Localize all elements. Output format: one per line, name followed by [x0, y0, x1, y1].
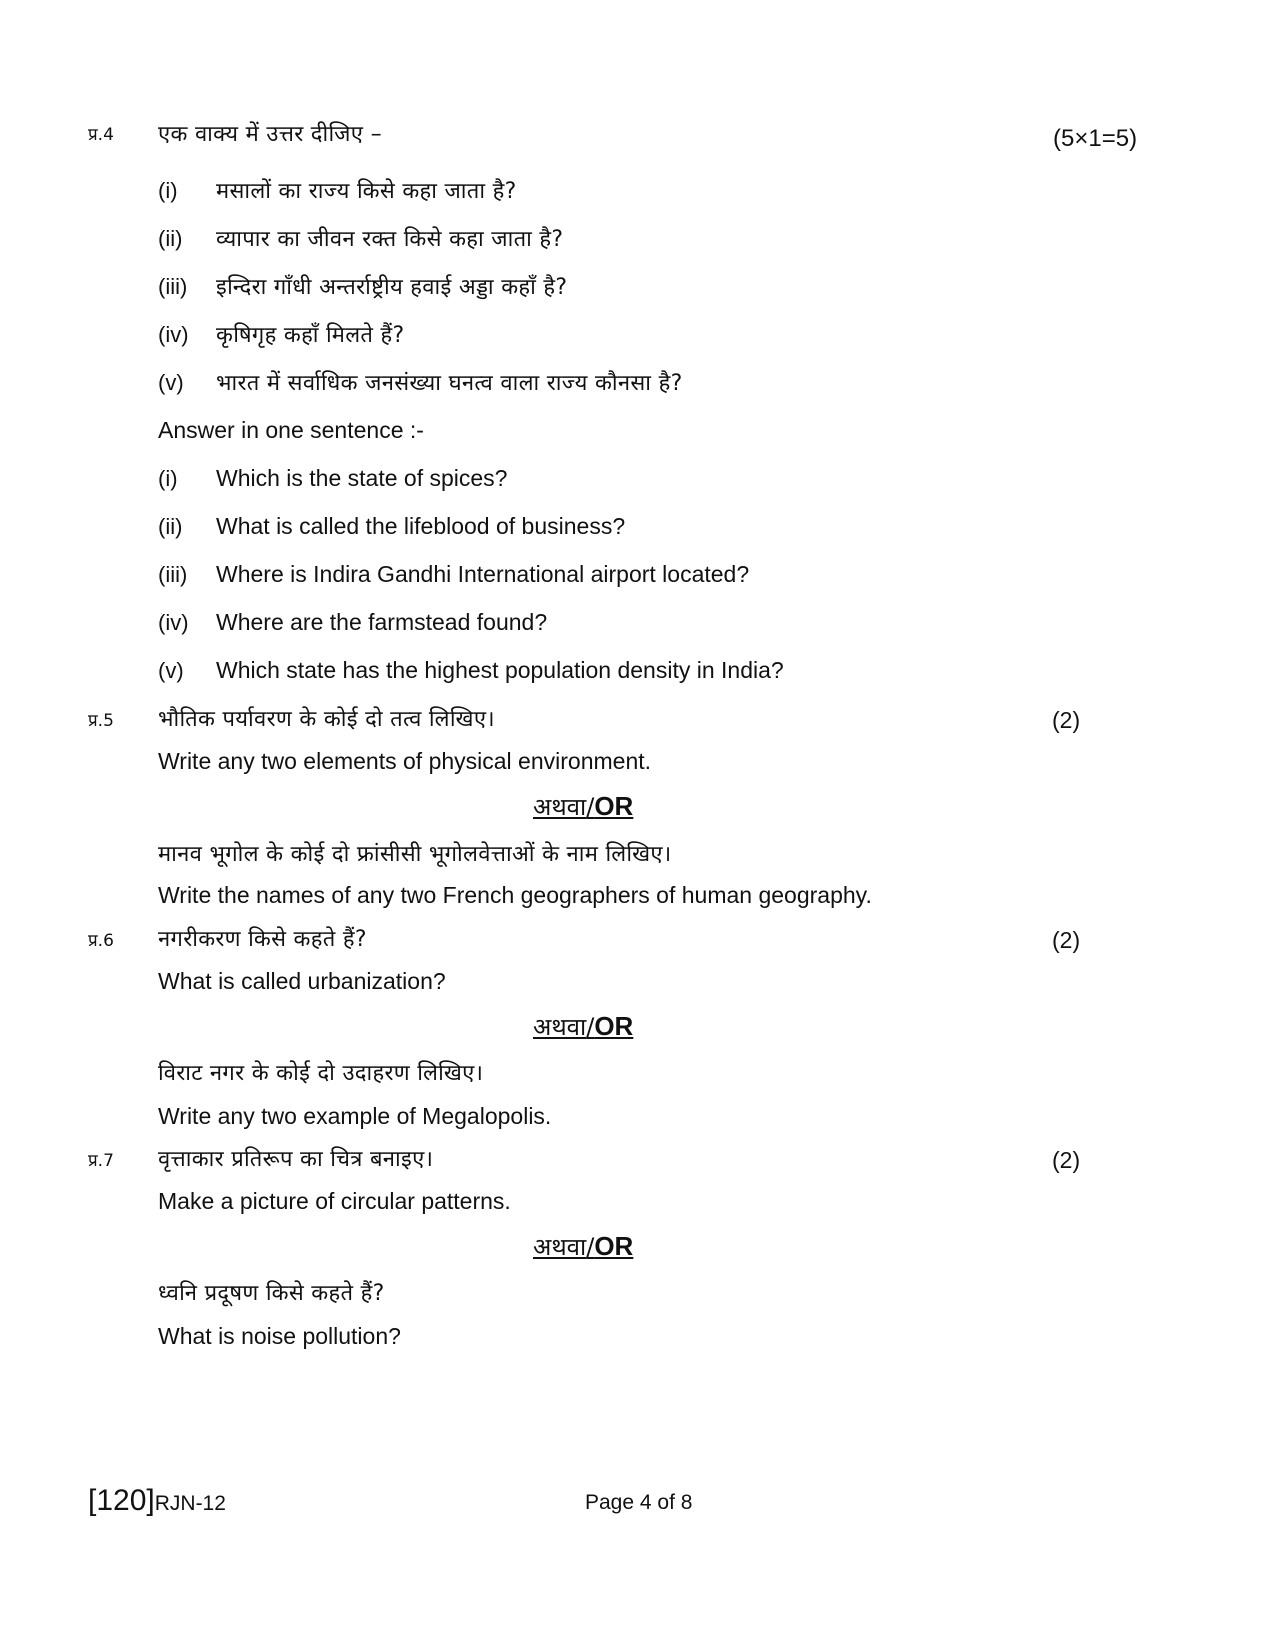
q4-en-item-2-text: What is called the lifeblood of business? — [216, 513, 626, 539]
footer-paper-number: [120] — [88, 1484, 155, 1517]
q4-en-item-3-text: Where is Indira Gandhi International airport located? — [216, 561, 750, 587]
q7-or-separator: / — [586, 1233, 595, 1261]
q4-en-item-4-text: Where are the farmstead found? — [216, 609, 548, 635]
footer-paper-id: RJN-12 — [154, 1492, 226, 1515]
question-number-5: प्र.5 — [88, 711, 114, 731]
q4-hi-item-5-text: भारत में सर्वाधिक जनसंख्या घनत्व वाला राज्य कौनसा है? — [216, 371, 683, 396]
q4-hi-item-3-text: इन्दिरा गाँधी अन्तर्राष्ट्रीय हवाई अड्डा कहाँ है? — [216, 275, 568, 300]
q4-hi-item-1-text: मसालों का राज्य किसे कहा जाता है? — [216, 179, 517, 204]
q7-or-hindi: अथवा — [533, 1233, 587, 1261]
q7-or-divider — [533, 1230, 633, 1263]
q4-en-item-5-text: Which state has the highest population density in India? — [216, 657, 784, 683]
q4-english-prompt: Answer in one sentence :- — [158, 417, 424, 443]
q5-or-hindi: अथवा — [533, 793, 587, 821]
q4-hi-item-2-roman: (ii) — [158, 226, 183, 251]
q5-or-separator: / — [586, 793, 595, 821]
question-number-6: प्र.6 — [88, 931, 114, 951]
q5-english: Write any two elements of physical environment. — [158, 748, 652, 774]
question-number-4: प्र.4 — [88, 125, 114, 145]
q7-or-english: OR — [594, 1231, 634, 1261]
q4-en-item-5-roman: (v) — [158, 658, 184, 683]
q4-hi-item-5-roman: (v) — [158, 370, 184, 395]
q4-hi-item-3-roman: (iii) — [158, 274, 188, 299]
q5-alt-english: Write the names of any two French geographers of human geography. — [158, 882, 872, 908]
q5-alt-hindi: मानव भूगोल के कोई दो फ्रांसीसी भूगोलवेत्ताओं के नाम लिखिए। — [158, 842, 672, 867]
q6-marks: (2) — [1052, 927, 1081, 953]
q4-hi-item-4-roman: (iv) — [158, 322, 189, 347]
q7-hindi: वृत्ताकार प्रतिरूप का चित्र बनाइए। — [158, 1147, 434, 1172]
q7-alt-english: What is noise pollution? — [158, 1323, 401, 1349]
q6-or-divider — [533, 1010, 633, 1043]
q5-marks: (2) — [1052, 707, 1081, 733]
q4-en-item-1-text: Which is the state of spices? — [216, 465, 508, 491]
q4-en-item-1-roman: (i) — [158, 466, 178, 491]
q6-or-english: OR — [594, 1011, 634, 1041]
q4-hi-item-2-text: व्यापार का जीवन रक्त किसे कहा जाता है? — [216, 227, 564, 252]
q7-marks: (2) — [1052, 1147, 1081, 1173]
q6-hindi: नगरीकरण किसे कहते हैं? — [158, 927, 367, 952]
footer-paper-code — [88, 1484, 226, 1518]
q4-hi-item-4-text: कृषिगृह कहाँ मिलते हैं? — [216, 323, 405, 348]
q5-hindi: भौतिक पर्यावरण के कोई दो तत्व लिखिए। — [158, 707, 495, 732]
q7-english: Make a picture of circular patterns. — [158, 1188, 511, 1214]
q4-en-item-2-roman: (ii) — [158, 514, 183, 539]
q6-or-separator: / — [586, 1013, 595, 1041]
question-number-7: प्र.7 — [88, 1151, 114, 1171]
q4-marks: (5×1=5) — [1053, 125, 1138, 152]
q6-or-hindi: अथवा — [533, 1013, 587, 1041]
q6-alt-english: Write any two example of Megalopolis. — [158, 1103, 552, 1129]
footer-page-number: Page 4 of 8 — [585, 1491, 693, 1514]
q4-en-item-4-roman: (iv) — [158, 610, 189, 635]
q6-english: What is called urbanization? — [158, 968, 446, 994]
q5-or-divider — [533, 790, 633, 823]
q6-alt-hindi: विराट नगर के कोई दो उदाहरण लिखिए। — [158, 1061, 484, 1086]
q4-hi-item-1-roman: (i) — [158, 178, 178, 203]
q7-alt-hindi: ध्वनि प्रदूषण किसे कहते हैं? — [158, 1281, 385, 1306]
q5-or-english: OR — [594, 791, 634, 821]
q4-hindi-prompt: एक वाक्य में उत्तर दीजिए – — [158, 122, 382, 147]
q4-en-item-3-roman: (iii) — [158, 562, 188, 587]
